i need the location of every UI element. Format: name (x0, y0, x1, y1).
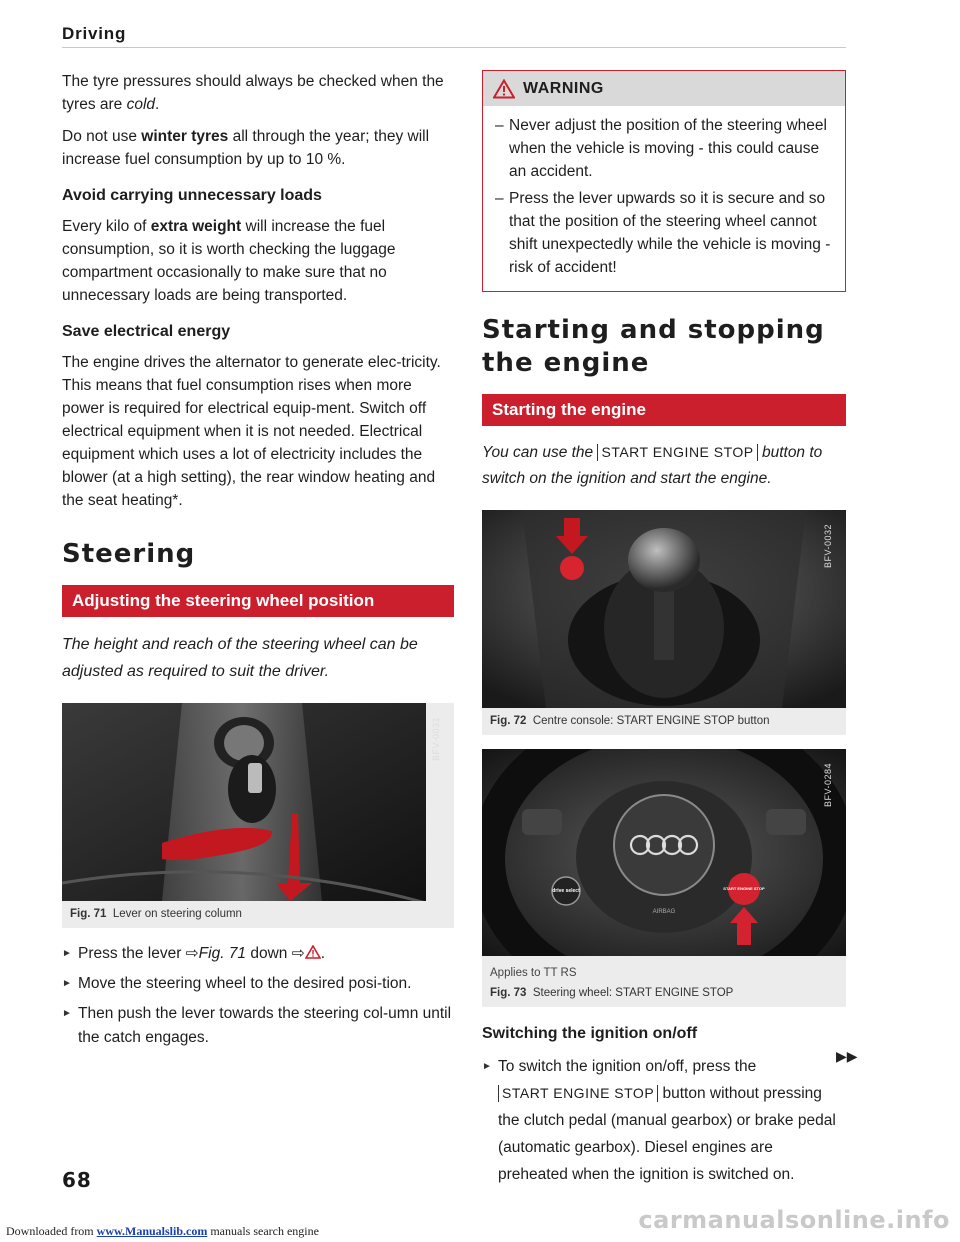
svg-text:START ENGINE STOP: START ENGINE STOP (723, 886, 765, 891)
page-header-title: Driving (62, 24, 127, 43)
figure-71-image (62, 703, 454, 901)
paragraph-winter-tyres: Do not use winter tyres all through the year; they will increase fuel consumption by up to 10 %. (62, 128, 430, 168)
footer-watermark: carmanualsonline.info (638, 1206, 950, 1234)
step-switch-ignition: ► To switch the ignition on/off, press the START ENGINE STOP button without pressing the clutch pedal (manual gearbox) or brake pedal (automatic gearbox). Diesel engines are preheated when the ignition is switched on. (482, 1053, 846, 1188)
step-push-lever: ► Then push the lever towards the steering col-umn until the catch engages. (62, 1002, 454, 1050)
heading-avoid-loads: Avoid carrying unnecessary loads (62, 187, 322, 204)
start-engine-stop-label: START ENGINE STOP (597, 444, 757, 461)
heading-ignition: Switching the ignition on/off (482, 1025, 698, 1042)
figure-73-caption: Fig. 73 Steering wheel: START ENGINE STOP (490, 987, 734, 999)
paragraph-tyre-pressure: The tyre pressures should always be checked when the tyres are cold. (62, 73, 444, 113)
heading-save-energy: Save electrical energy (62, 323, 231, 340)
step-press-lever: ► Press the lever ⇨Fig. 71 down ⇨ . (62, 942, 454, 966)
figure-73-image (482, 749, 846, 956)
intro-starting-engine: You can use the START ENGINE STOP button to switch on the ignition and start the engine. (482, 444, 823, 487)
centre-console-illustration (482, 510, 846, 708)
warning-body (483, 106, 845, 291)
figure-73-code: BFV-0284 (823, 763, 833, 808)
figure-72-image (482, 510, 846, 708)
header-divider (62, 47, 846, 48)
start-button-icon (560, 556, 584, 580)
continue-arrow-icon: ▶▶ (836, 1048, 858, 1064)
right-column (482, 70, 846, 1194)
figure-72-caption: Fig. 72 Centre console: START ENGINE STOP button (490, 715, 770, 727)
warning-item: – Press the lever upwards so it is secure and so that the position of the steering wheel cannot shift unexpectedly while the vehicle is moving - risk of accident! (495, 187, 833, 279)
drive-select-label: drive select (552, 888, 580, 894)
start-engine-stop-label: START ENGINE STOP (498, 1085, 658, 1102)
intro-adjust-steering: The height and reach of the steering wheel can be adjusted as required to suit the driver. (62, 636, 418, 680)
section-title-steering: Steering (62, 539, 196, 569)
paragraph-electrical-energy: The engine drives the alternator to generate elec-tricity. This means that fuel consumption rises when more power is required for electrical equip-ment. Switch off electrical equipment when it is not needed. Electrical equipment which uses a lot of electricity includes the blower (at a high setting), the rear window heating and the seat heating*. (62, 354, 441, 509)
figure-72 (482, 510, 846, 735)
footer-download-note: Downloaded from www.Manualslib.com manuals search engine (6, 1224, 319, 1238)
figure-73-applies-to: Applies to TT RS (490, 967, 577, 979)
fig-71-reference[interactable]: Fig. 71 (198, 945, 247, 962)
left-column (62, 70, 454, 1056)
figure-71-code: BFV-0031 (431, 717, 441, 762)
paragraph-extra-weight: Every kilo of extra weight will increase the fuel consumption, so it is worth checking the luggage compartment occasionally to make sure that no unnecessary loads are being transported. (62, 218, 396, 304)
manualslib-link[interactable]: www.Manualslib.com (96, 1224, 208, 1238)
topic-bar-starting-engine: Starting the engine (482, 394, 846, 426)
step-move-wheel: ► Move the steering wheel to the desired posi-tion. (62, 972, 454, 996)
warning-triangle-icon (493, 79, 515, 99)
warning-triangle-icon[interactable] (305, 945, 321, 959)
page-number: 68 (62, 1168, 92, 1192)
section-title-starting-stopping: Starting and stopping the engine (482, 315, 825, 378)
figure-73 (482, 749, 846, 1007)
figure-71-caption: Fig. 71 Lever on steering column (70, 908, 242, 920)
topic-bar-adjust-steering: Adjusting the steering wheel position (62, 585, 454, 617)
figure-71 (62, 703, 454, 928)
warning-box (482, 70, 846, 292)
warning-item: – Never adjust the position of the steering wheel when the vehicle is moving - this could cause an accident. (495, 114, 833, 183)
steering-wheel-illustration (482, 749, 846, 956)
airbag-label: AIRBAG (652, 909, 676, 915)
steering-column-illustration (62, 703, 426, 901)
warning-header (483, 71, 845, 106)
figure-72-code: BFV-0032 (823, 524, 833, 569)
warning-title: WARNING (523, 80, 604, 97)
